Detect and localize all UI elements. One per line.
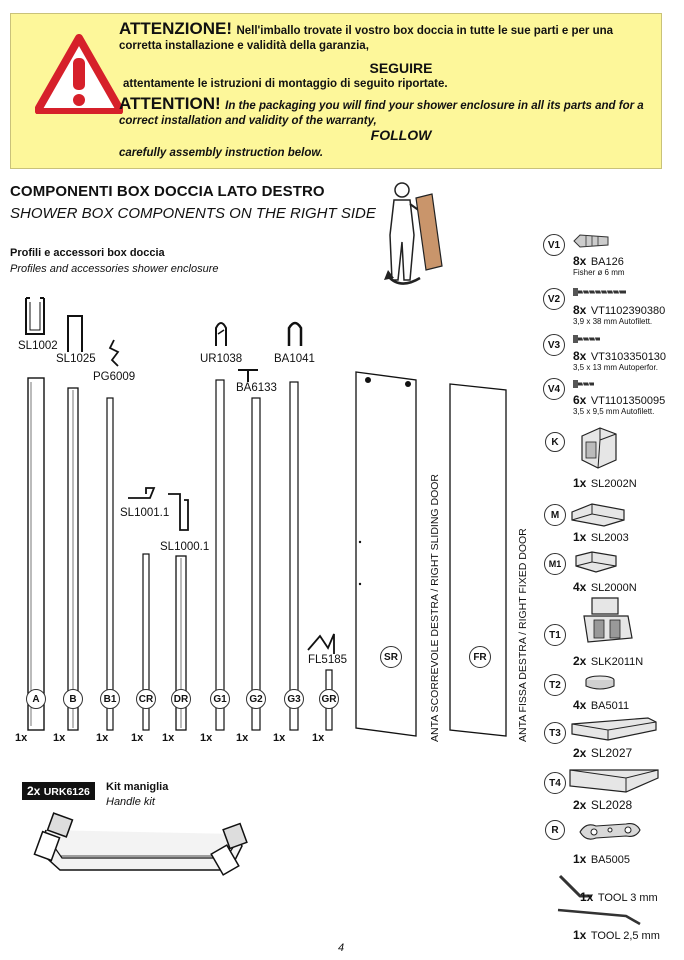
hardware-item-t4 bbox=[573, 796, 632, 814]
profile-label-sl1000-1: SL1000.1 bbox=[160, 541, 210, 553]
handle-kit-label-it: Kit maniglia bbox=[106, 781, 169, 793]
profile-qty-a: 1x bbox=[15, 732, 28, 744]
tool-code-2-5mm: TOOL 2,5 mm bbox=[590, 930, 660, 942]
hardware-id-t3: T3 bbox=[544, 722, 566, 744]
corner-bracket-k-icon bbox=[578, 424, 620, 470]
short-screw-icon bbox=[572, 333, 602, 345]
heading-en: SHOWER BOX COMPONENTS ON THE RIGHT SIDE bbox=[10, 205, 376, 222]
tool-qty-2-5mm: 1x bbox=[573, 928, 587, 942]
hardware-qty-r: 1x bbox=[573, 852, 587, 866]
hardware-code-t1: SLK2011N bbox=[590, 656, 644, 668]
warning-en bbox=[119, 94, 659, 128]
hardware-code-v2: VT1102390380 bbox=[590, 305, 666, 317]
hardware-code-v4: VT1101350095 bbox=[590, 395, 666, 407]
hardware-qty-t1: 2x bbox=[573, 654, 587, 668]
bracket-m1-icon bbox=[572, 548, 622, 578]
profile-letter-b1: B1 bbox=[100, 689, 120, 709]
bracket-m-icon bbox=[568, 498, 628, 528]
profile-bars-drawing bbox=[0, 370, 348, 740]
profile-ba1041-icon bbox=[284, 318, 306, 348]
hardware-id-r: R bbox=[545, 820, 565, 840]
handle-kit-label-en: Handle kit bbox=[106, 796, 155, 808]
hardware-qty-v1: 8x bbox=[573, 254, 587, 268]
hardware-qty-t3: 2x bbox=[573, 746, 587, 760]
warning-it-text: Nell'imballo trovate il vostro box doccia in tutte le sue parti e per una corretta installazione e validità della garanzia, bbox=[119, 25, 614, 52]
warning-it-text2: attentamente le istruzioni di montaggio di seguito riportate. bbox=[123, 78, 448, 90]
warning-it-follow: SEGUIRE bbox=[369, 60, 433, 76]
door-letter-sr: SR bbox=[380, 646, 402, 668]
profile-label-pg6009: PG6009 bbox=[93, 371, 136, 383]
tool-item-3mm bbox=[580, 888, 658, 906]
hardware-qty-t4: 2x bbox=[573, 798, 587, 812]
handle-kit-qty: 2x bbox=[27, 784, 41, 798]
hardware-code-m1: SL2000N bbox=[590, 582, 637, 594]
key-r-icon bbox=[576, 816, 644, 846]
profile-qty-cr: 1x bbox=[131, 732, 144, 744]
profile-label-ba1041: BA1041 bbox=[274, 353, 315, 365]
tool-qty-3mm: 1x bbox=[580, 890, 594, 904]
hardware-code-t2: BA5011 bbox=[590, 700, 630, 712]
warning-en-text2: carefully assembly instruction below. bbox=[119, 147, 324, 159]
tiny-screw-icon bbox=[572, 378, 596, 390]
profile-letter-a: A bbox=[26, 689, 46, 709]
profile-letter-cr: CR bbox=[136, 689, 156, 709]
hardware-qty-t2: 4x bbox=[573, 698, 587, 712]
hardware-desc-v2: 3,9 x 38 mm Autofilett. bbox=[573, 317, 653, 326]
hardware-qty-m: 1x bbox=[573, 530, 587, 544]
hardware-item-t2 bbox=[573, 696, 629, 714]
hardware-id-v1: V1 bbox=[543, 234, 565, 256]
door-label-fixed: ANTA FISSA DESTRA / RIGHT FIXED DOOR bbox=[517, 528, 529, 742]
door-letter-fr: FR bbox=[469, 646, 491, 668]
warning-en-follow: FOLLOW bbox=[370, 127, 432, 143]
profile-letter-dr: DR bbox=[171, 689, 191, 709]
profile-qty-g2: 1x bbox=[236, 732, 249, 744]
hardware-id-v3: V3 bbox=[543, 334, 565, 356]
profile-label-fl5185: FL5185 bbox=[308, 654, 348, 666]
hardware-id-k: K bbox=[545, 432, 565, 452]
profile-letter-g2: G2 bbox=[246, 689, 266, 709]
long-screw-icon bbox=[572, 286, 628, 298]
hardware-code-v1: BA126 bbox=[590, 256, 624, 268]
profile-sl1025-icon bbox=[64, 312, 88, 354]
warning-en-title: ATTENTION! bbox=[119, 94, 221, 113]
hardware-qty-v3: 8x bbox=[573, 349, 587, 363]
heading-it: COMPONENTI BOX DOCCIA LATO DESTRO bbox=[10, 183, 325, 200]
handle-kit-badge bbox=[22, 782, 95, 800]
profile-qty-gr: 1x bbox=[312, 732, 325, 744]
warning-en-text: In the packaging you will find your shower enclosure in all its parts and for a correct installation and validity of the warranty, bbox=[119, 100, 644, 127]
profiles-heading-it: Profili e accessori box doccia bbox=[10, 247, 165, 259]
hardware-id-t2: T2 bbox=[544, 674, 566, 696]
profile-qty-g3: 1x bbox=[273, 732, 286, 744]
hardware-id-m: M bbox=[544, 504, 566, 526]
profile-letter-b: B bbox=[63, 689, 83, 709]
wall-plug-icon bbox=[572, 232, 612, 250]
profile-letter-g3: G3 bbox=[284, 689, 304, 709]
bottom-guide-t3-icon bbox=[568, 714, 660, 744]
hardware-item-r bbox=[573, 850, 630, 868]
hardware-id-t4: T4 bbox=[544, 772, 566, 794]
hardware-code-t3: SL2027 bbox=[590, 746, 633, 760]
profile-label-sl1025: SL1025 bbox=[56, 353, 96, 365]
cap-t2-icon bbox=[584, 674, 616, 692]
hardware-desc-v1: Fisher ø 6 mm bbox=[573, 268, 625, 277]
profile-qty-b1: 1x bbox=[96, 732, 109, 744]
hardware-qty-v2: 8x bbox=[573, 303, 587, 317]
warning-it bbox=[119, 19, 659, 53]
profiles-heading-en: Profiles and accessories shower enclosure bbox=[10, 263, 219, 275]
profile-label-sl1002: SL1002 bbox=[18, 340, 58, 352]
profile-label-ba6133: BA6133 bbox=[236, 382, 277, 394]
profile-qty-b: 1x bbox=[53, 732, 66, 744]
profile-sl1002-icon bbox=[20, 296, 50, 338]
hardware-item-k bbox=[573, 474, 637, 492]
bottom-guide-t4-icon bbox=[566, 764, 662, 796]
profile-letter-g1: G1 bbox=[210, 689, 230, 709]
handle-kit-code: URK6126 bbox=[43, 786, 90, 798]
profile-ur1038-icon bbox=[210, 318, 232, 348]
warning-box bbox=[10, 13, 662, 169]
hardware-id-v4: V4 bbox=[543, 378, 565, 400]
warning-triangle-icon bbox=[35, 34, 123, 114]
hardware-id-t1: T1 bbox=[544, 624, 566, 646]
hex-key-2-5mm-icon bbox=[556, 906, 646, 926]
profile-pg6009-icon bbox=[106, 338, 126, 368]
roller-t1-icon bbox=[578, 594, 638, 650]
tool-code-3mm: TOOL 3 mm bbox=[597, 892, 658, 904]
warning-it-title: ATTENZIONE! bbox=[119, 19, 233, 38]
handle-kit-illustration bbox=[30, 812, 270, 892]
profile-qty-dr: 1x bbox=[162, 732, 175, 744]
profile-label-sl1001-1: SL1001.1 bbox=[120, 507, 170, 519]
hardware-item-t3 bbox=[573, 744, 632, 762]
profile-letter-gr: GR bbox=[319, 689, 339, 709]
hardware-qty-k: 1x bbox=[573, 476, 587, 490]
person-carrying-panel-illustration bbox=[380, 180, 450, 290]
hardware-id-v2: V2 bbox=[543, 288, 565, 310]
hardware-qty-m1: 4x bbox=[573, 580, 587, 594]
door-label-sliding: ANTA SCORREVOLE DESTRA / RIGHT SLIDING DOOR bbox=[429, 474, 441, 742]
hardware-item-m bbox=[573, 528, 629, 546]
page-number: 4 bbox=[338, 942, 345, 954]
hardware-code-v3: VT3103350130 bbox=[590, 351, 667, 363]
hardware-desc-v3: 3,5 x 13 mm Autoperfor. bbox=[573, 363, 658, 372]
hardware-code-r: BA5005 bbox=[590, 854, 630, 866]
hardware-code-t4: SL2028 bbox=[590, 798, 633, 812]
hardware-qty-v4: 6x bbox=[573, 393, 587, 407]
hardware-desc-v4: 3,5 x 9,5 mm Autofilett. bbox=[573, 407, 655, 416]
hardware-code-m: SL2003 bbox=[590, 532, 629, 544]
hardware-id-m1: M1 bbox=[544, 553, 566, 575]
tool-item-2-5mm bbox=[573, 926, 660, 944]
hardware-item-t1 bbox=[573, 652, 643, 670]
profile-label-ur1038: UR1038 bbox=[200, 353, 243, 365]
profile-qty-g1: 1x bbox=[200, 732, 213, 744]
hardware-code-k: SL2002N bbox=[590, 478, 637, 490]
